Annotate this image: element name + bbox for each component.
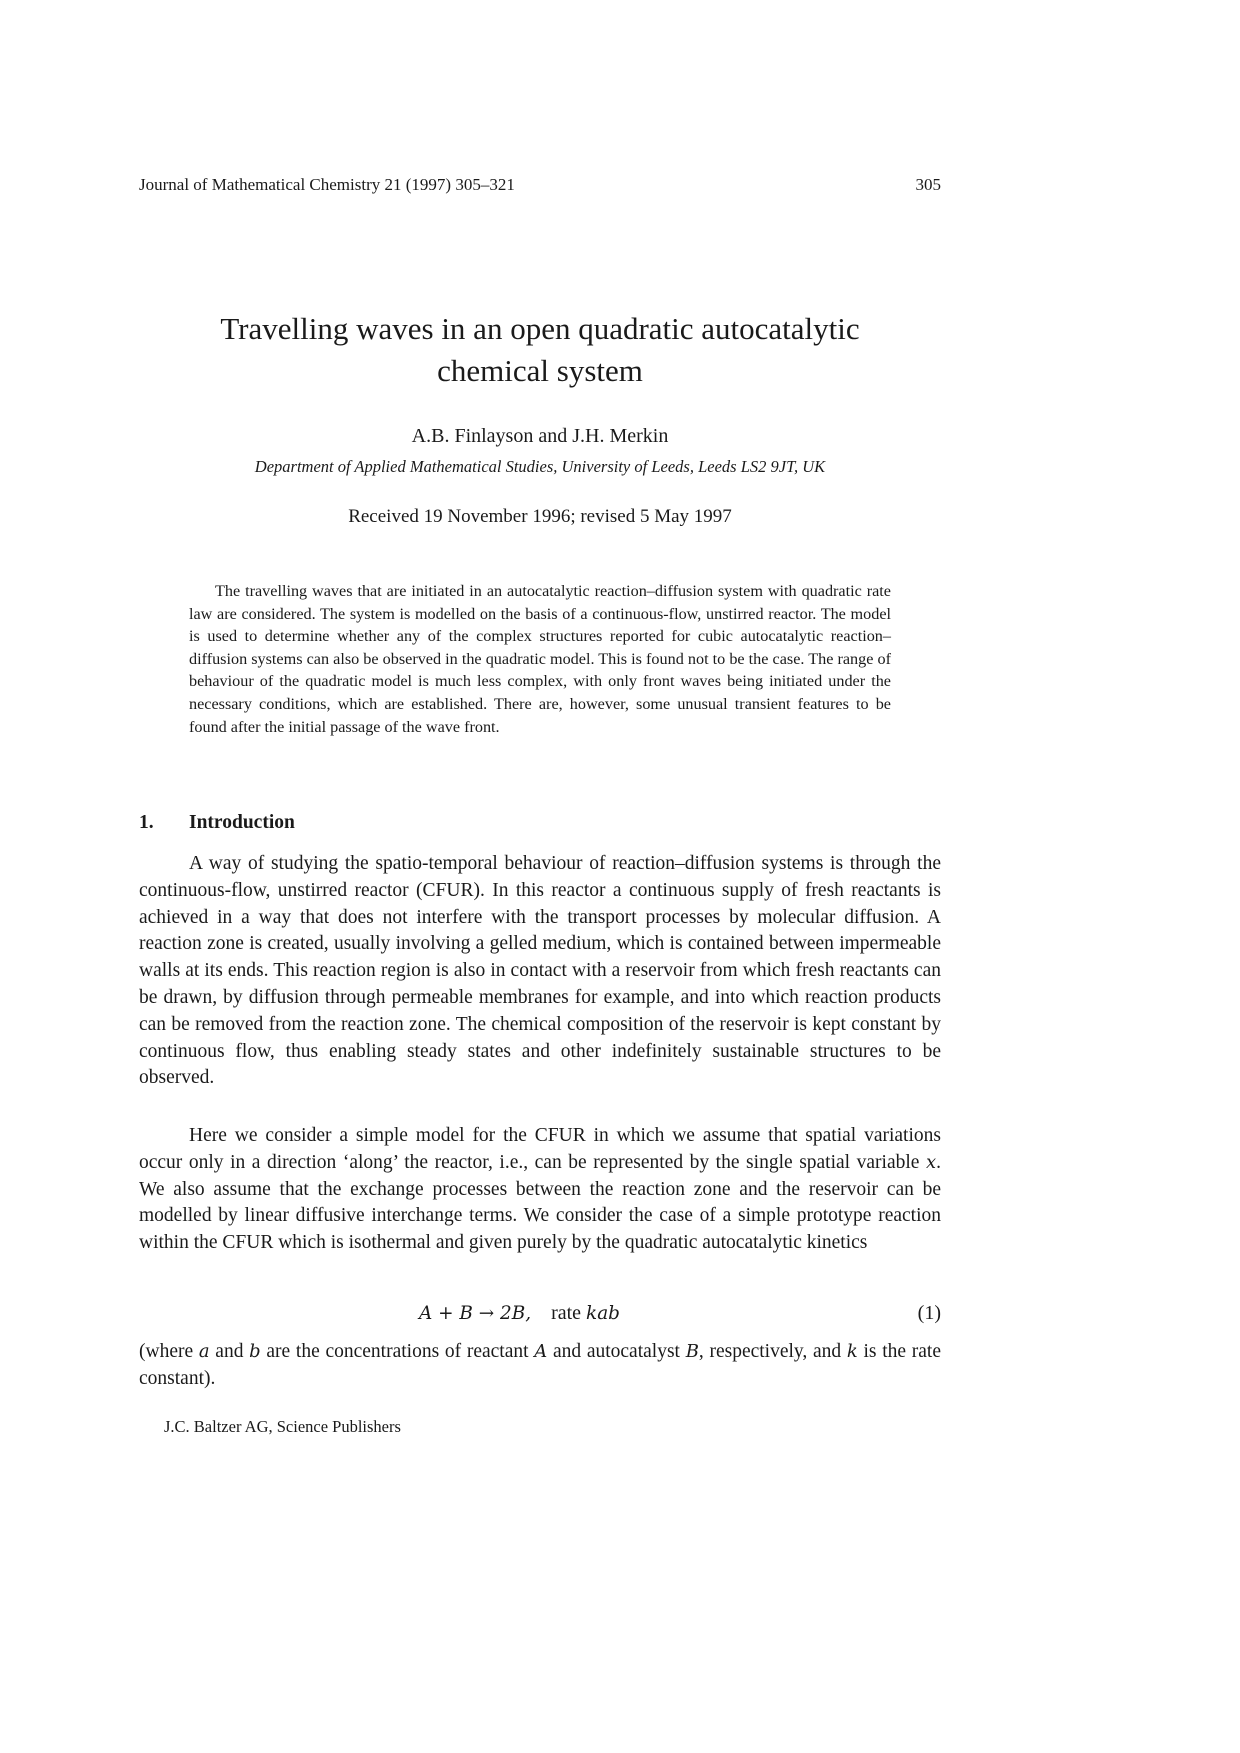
intro-paragraph-3 xyxy=(139,1339,941,1393)
p3-text-5: , respectively, and xyxy=(698,1341,847,1362)
p3-text-2: and xyxy=(209,1341,250,1362)
intro-paragraph-1: A way of studying the spatio-temporal behaviour of reaction–diffusion systems is through the continuous-flow, unstirred reactor (CFUR). In this reactor a continuous supply of fresh reactants is achieved in a way that does not interfere with the transport processes by molecular diffusion. A reaction zone is created, usually involving a gelled medium, which is contained between impermeable walls at its ends. This reaction region is also in contact with a reservoir from which fresh reactants can be drawn, by diffusion through permeable membranes for example, and into which reaction products can be removed from the reaction zone. The chemical composition of the reservoir is kept constant by continuous flow, thus enabling steady states and other indefinitely sustainable structures to be observed. xyxy=(139,853,941,1089)
paragraph-2-text-a: Here we consider a simple model for the CFUR in which we assume that spatial variations occur only in a direction ‘along’ the reactor, i.e., can be represented by the single spatial variable xyxy=(139,1125,941,1173)
affiliation: Department of Applied Mathematical Studies, University of Leeds, Leeds LS2 9JT, UK xyxy=(254,457,826,476)
paragraph-2-text-b: . We also assume that the exchange processes between the reaction zone and the reservoir can be modelled by linear diffusive interchange terms. We consider the case of a simple prototype reaction within the CFUR which is isothermal and given purely by the quadratic autocatalytic kinetics xyxy=(139,1151,941,1254)
title-line-2: chemical system xyxy=(437,353,643,388)
variable-x: x xyxy=(926,1151,937,1173)
received-date: Received 19 November 1996; revised 5 May 1997 xyxy=(348,506,732,527)
publisher-footer: J.C. Baltzer AG, Science Publishers xyxy=(164,1417,401,1436)
p3-text-6: is the rate constant). xyxy=(139,1341,941,1389)
paper-title xyxy=(139,308,941,392)
section-number: 1. xyxy=(139,812,154,833)
equation-reaction: A + B → 2B, xyxy=(419,1303,532,1324)
section-heading xyxy=(139,810,295,836)
p3-text-4: and autocatalyst xyxy=(547,1341,686,1362)
variable-a: a xyxy=(198,1341,210,1362)
variable-b: b xyxy=(249,1341,261,1362)
equation-body xyxy=(419,1300,620,1327)
equation-number: (1) xyxy=(917,1302,941,1324)
journal-citation: Journal of Mathematical Chemistry 21 (1997) 305–321 xyxy=(139,175,515,194)
section-title: Introduction xyxy=(189,812,295,833)
paper-page xyxy=(139,0,941,1753)
variable-k: k xyxy=(846,1341,858,1362)
authors: A.B. Finlayson and J.H. Merkin xyxy=(411,425,669,447)
variable-B: B xyxy=(685,1341,699,1362)
page-number: 305 xyxy=(915,175,941,194)
variable-A: A xyxy=(534,1341,548,1362)
intro-paragraph-2 xyxy=(139,1123,941,1257)
p3-text-3: are the concentrations of reactant xyxy=(260,1341,535,1362)
abstract: The travelling waves that are initiated in an autocatalytic reaction–diffusion system with quadratic rate law are considered. The system is modelled on the basis of a continuous-flow, unstirred reactor. The model is used to determine whether any of the complex structures reported for cubic autocatalytic reaction–diffusion systems can also be observed in the quadratic model. This is found not to be the case. The range of behaviour of the quadratic model is much less complex, with only front waves being initiated under the necessary conditions, which are established. There are, however, some unusual transient features to be found after the initial passage of the wave front. xyxy=(189,582,891,736)
equation-rate-label: rate xyxy=(551,1302,582,1324)
p3-text-1: (where xyxy=(139,1341,199,1362)
equation-rate-expression: kab xyxy=(586,1303,620,1324)
running-head xyxy=(139,174,941,196)
title-line-1: Travelling waves in an open quadratic autocatalytic xyxy=(220,311,860,346)
